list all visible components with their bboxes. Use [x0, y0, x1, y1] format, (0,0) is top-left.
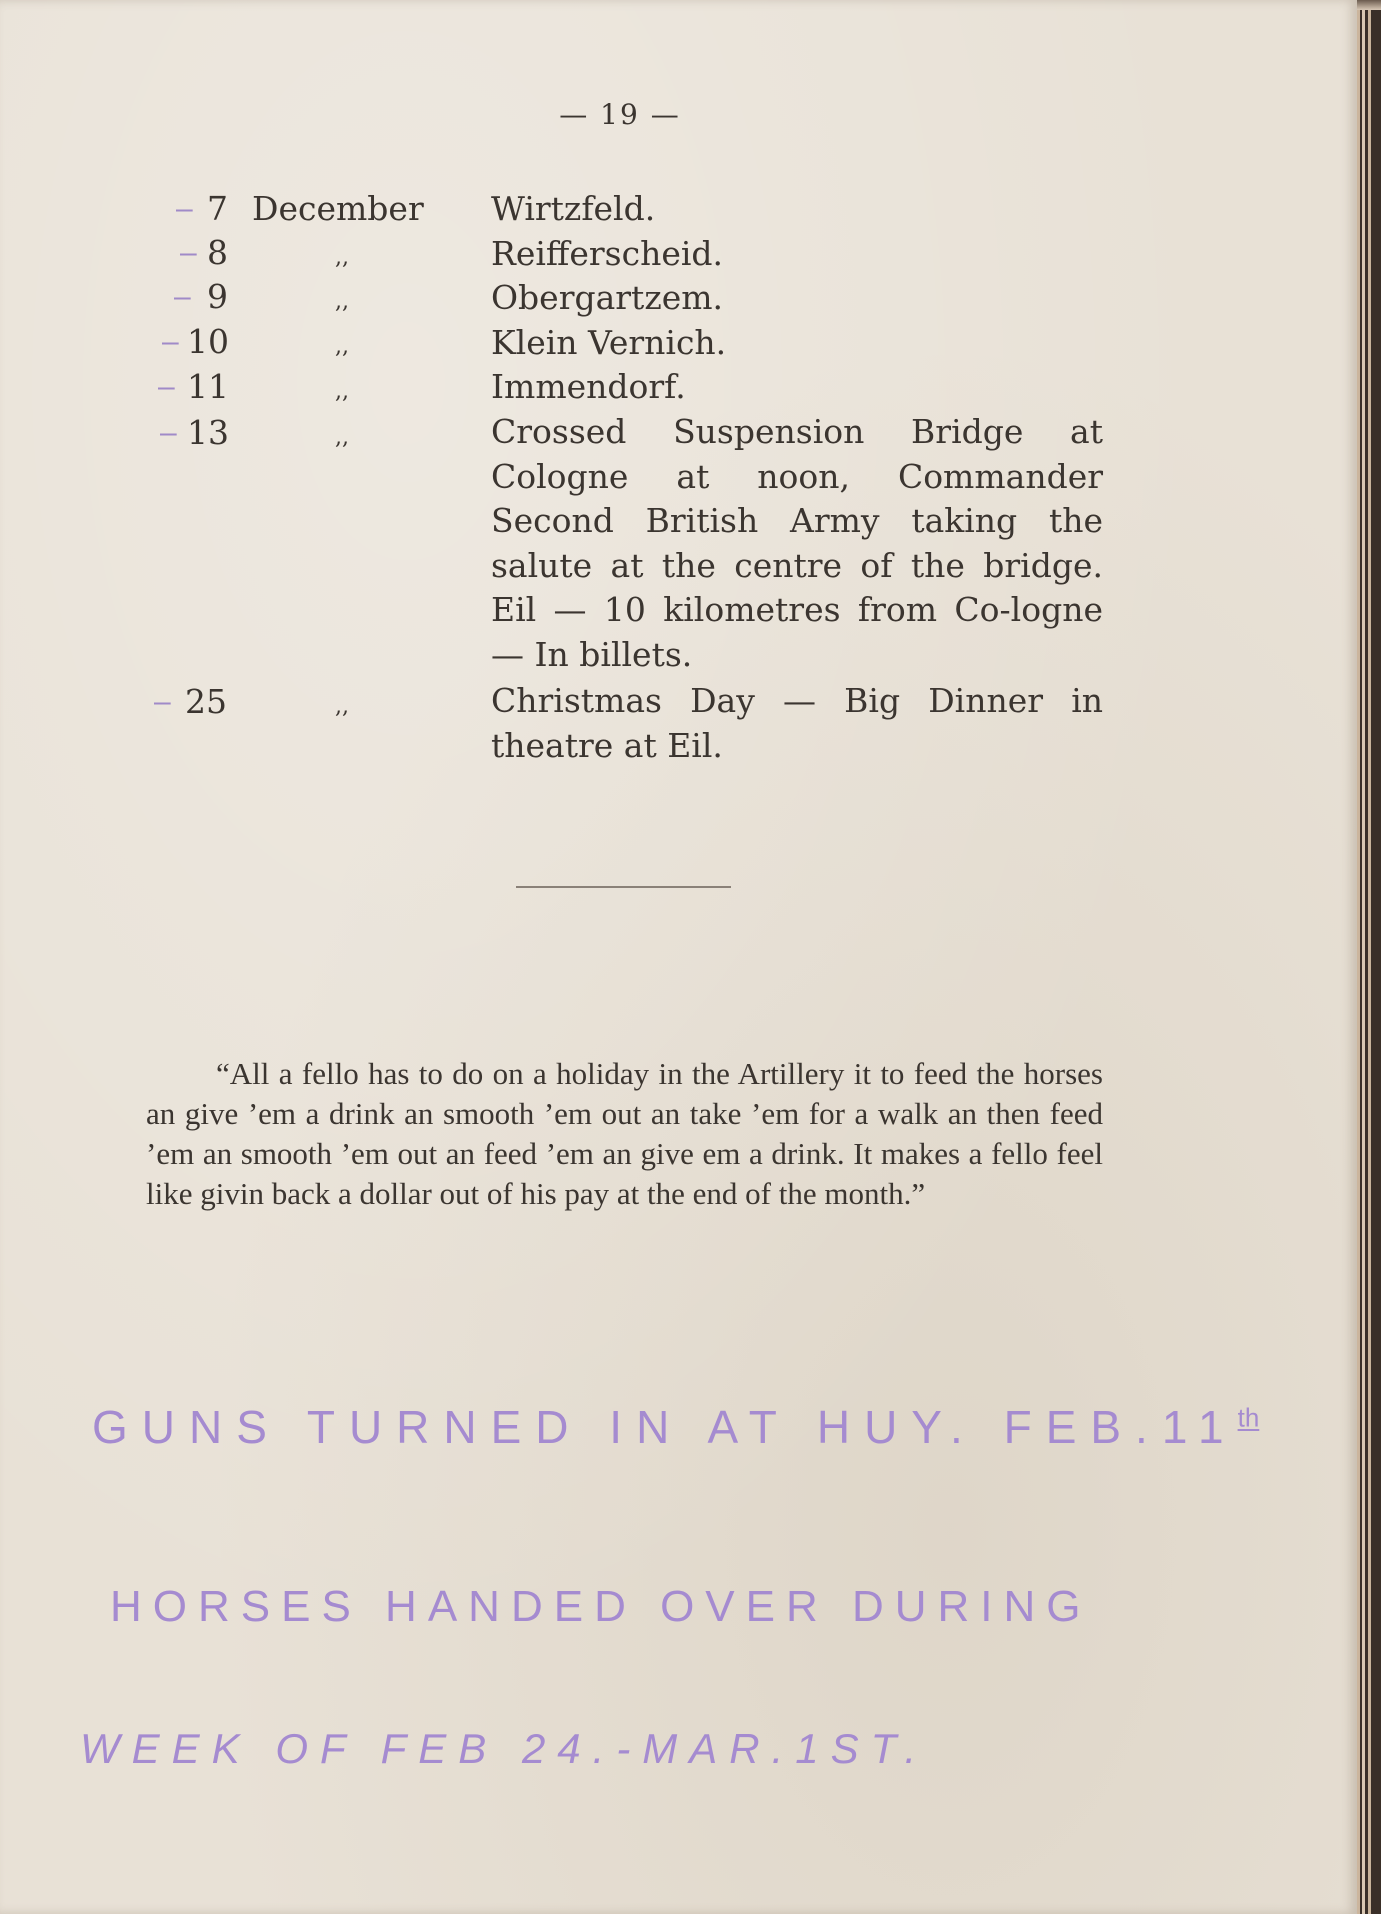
- ditto-mark: ,,: [335, 289, 349, 314]
- page-stack-edge: [1362, 10, 1365, 1914]
- handwritten-ordinal-suffix: th: [1237, 1402, 1260, 1433]
- handwritten-note-line-3: WEEK OF FEB 24.-MAR.1ST.: [80, 1725, 929, 1772]
- pencil-dash: –: [174, 280, 191, 313]
- pencil-dash: –: [176, 192, 193, 225]
- ditto-mark: ,,: [335, 334, 349, 359]
- ditto-mark: ,,: [335, 425, 349, 450]
- ditto-mark: ,,: [335, 379, 349, 404]
- entry-place: Christmas Day — Big Dinner in theatre at Eil.: [491, 681, 1103, 765]
- entry-day: 7: [207, 189, 228, 228]
- ditto-mark: ,,: [335, 694, 349, 719]
- handwritten-note-line-1: [92, 1400, 1259, 1454]
- entry-day: 8: [207, 233, 228, 272]
- entry-place: Obergartzem.: [491, 278, 724, 317]
- page-stack-edge: [1368, 10, 1371, 1914]
- entry-day: 10: [187, 322, 229, 361]
- entry-place: Crossed Suspension Bridge at Cologne at noon, Commander Second British Army taking the salute at the centre of the bridge. Eil — 10 kilometres from Co-logne — In billets.: [491, 412, 1103, 674]
- entry-day: 9: [207, 277, 228, 316]
- book-cover-edge: [1374, 10, 1381, 1914]
- section-divider: [516, 886, 731, 888]
- page-number: — 19 —: [559, 98, 681, 131]
- entry-day: 13: [187, 413, 229, 452]
- entry-day: 25: [185, 682, 227, 721]
- entry-place: Klein Vernich.: [491, 323, 727, 362]
- ditto-mark: ,,: [335, 245, 349, 270]
- handwritten-note-line-2: HORSES HANDED OVER DURING: [110, 1582, 1092, 1631]
- entry-place: Reifferscheid.: [491, 234, 724, 273]
- pencil-dash: –: [180, 236, 197, 269]
- entry-month: December: [252, 189, 424, 228]
- handwritten-note-line-1-text: GUNS TURNED IN AT HUY. FEB.11: [92, 1401, 1238, 1453]
- entry-place: Immendorf.: [491, 367, 686, 406]
- pencil-dash: –: [160, 416, 177, 449]
- pencil-dash: –: [162, 325, 179, 358]
- entry-place: Wirtzfeld.: [491, 189, 656, 228]
- pencil-dash: –: [154, 685, 171, 718]
- quote-paragraph: “All a fello has to do on a holiday in the Artillery it to feed the horses an give ’em a drink an smooth ’em out an take ’em for a walk an then feed ’em an smooth ’em out an feed ’em an give em a drink. It makes a fello feel like givin back a dollar out of his pay at the end of the month.”: [146, 1056, 1103, 1211]
- entry-day: 11: [187, 367, 229, 406]
- page-stack-edge: [1357, 10, 1360, 1914]
- pencil-dash: –: [158, 370, 175, 403]
